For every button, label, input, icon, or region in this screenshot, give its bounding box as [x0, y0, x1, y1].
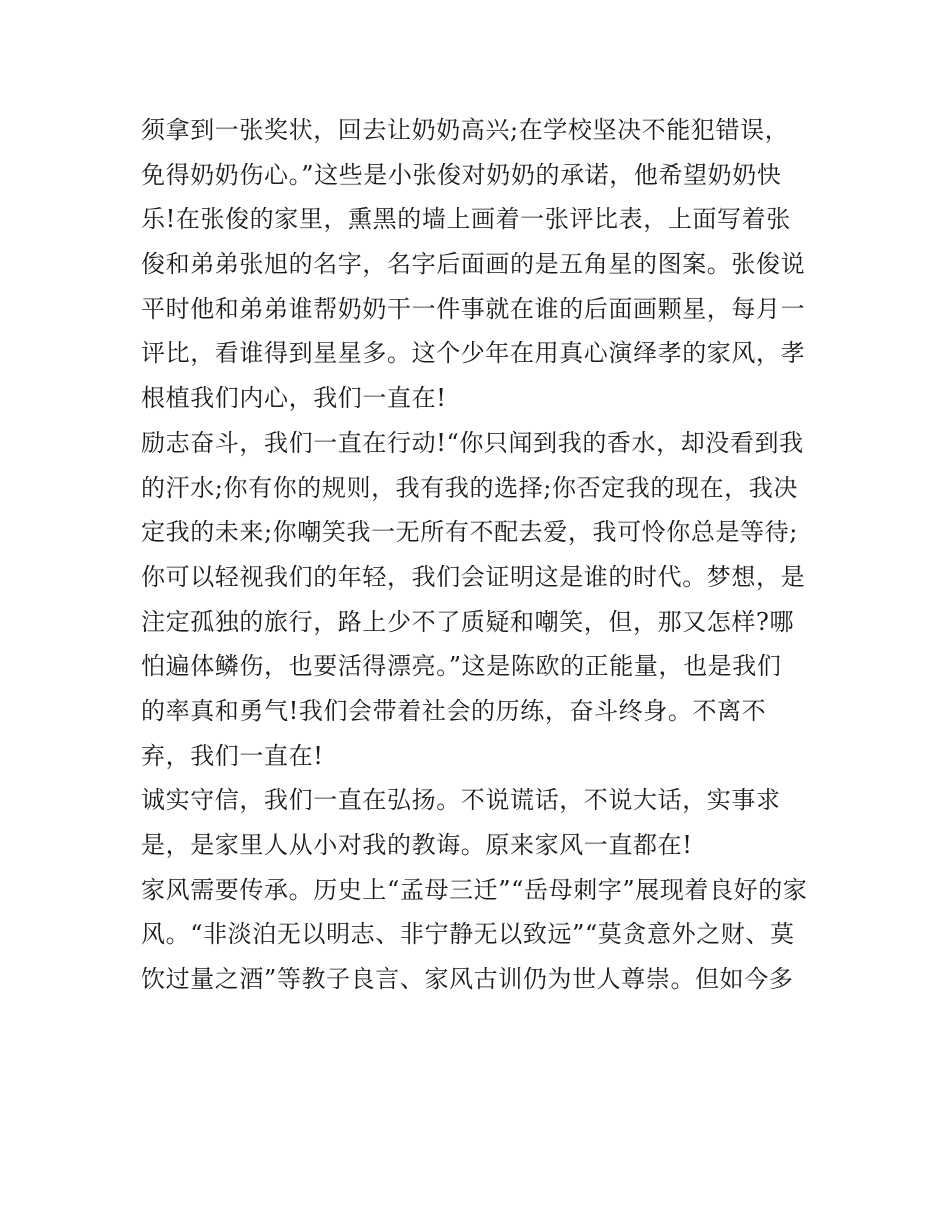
- text-line: 励志奋斗，我们一直在行动!“你只闻到我的香水，却没看到我: [141, 428, 804, 457]
- text-line: 注定孤独的旅行，路上少不了质疑和嘲笑，但，那又怎样?哪: [141, 607, 795, 636]
- body-text: [141, 108, 821, 1002]
- text-line: 定我的未来;你嘲笑我一无所有不配去爱，我可怜你总是等待;: [141, 518, 798, 547]
- text-line: 家风需要传承。历史上“孟母三迁”“岳母刺字”展现着良好的家: [141, 875, 808, 904]
- text-line: 俊和弟弟张旭的名字，名字后面画的是五角星的图案。张俊说: [141, 250, 806, 279]
- text-line: 根植我们内心，我们一直在!: [141, 384, 447, 413]
- text-line: 免得奶奶伤心。”这些是小张俊对奶奶的承诺，他希望奶奶快: [141, 160, 782, 189]
- text-line: 诚实守信，我们一直在弘扬。不说谎话，不说大话，实事求: [141, 786, 781, 815]
- text-line: 平时他和弟弟谁帮奶奶干一件事就在谁的后面画颗星，每月一: [141, 294, 806, 323]
- text-line: 的率真和勇气!我们会带着社会的历练，奋斗终身。不离不: [141, 696, 767, 725]
- text-line: 乐!在张俊的家里，熏黑的墙上画着一张评比表，上面写着张: [141, 205, 791, 234]
- text-line: 风。“非淡泊无以明志、非宁静无以致远”“莫贪意外之财、莫: [141, 920, 795, 949]
- text-line: 饮过量之酒”等教子良言、家风古训仍为世人尊崇。但如今多: [141, 965, 794, 994]
- text-line: 评比，看谁得到星星多。这个少年在用真心演绎孝的家风，孝: [141, 339, 806, 368]
- text-line: 是，是家里人从小对我的教诲。原来家风一直都在!: [141, 831, 693, 859]
- text-line: 弃，我们一直在!: [141, 741, 324, 770]
- text-line: 怕遍体鳞伤，也要活得漂亮。”这是陈欧的正能量，也是我们: [141, 652, 782, 681]
- text-line: 你可以轻视我们的年轻，我们会证明这是谁的时代。梦想，是: [141, 562, 806, 591]
- text-line: 的汗水;你有你的规则，我有我的选择;你否定我的现在，我决: [141, 473, 798, 502]
- text-line: 须拿到一张奖状，回去让奶奶高兴;在学校坚决不能犯错误，: [141, 116, 790, 144]
